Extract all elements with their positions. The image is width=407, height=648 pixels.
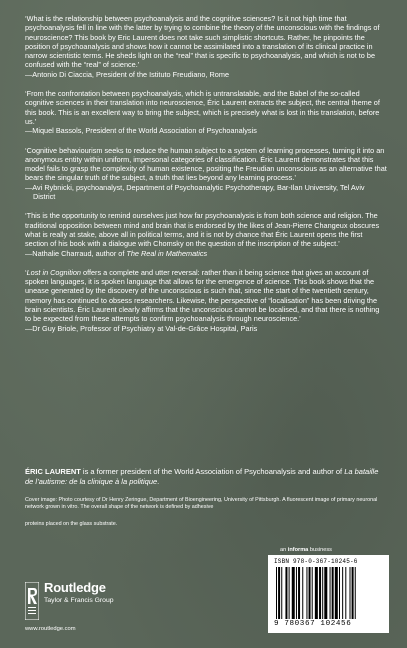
cover-image-credit: Cover image: Photo courtesy of Dr Henry Zeringue, Department of Bioengineering, University of Pittsburgh. A fluorescent image of primary neuronal network grown in vitro. The overall shape of the network is defined by adhesive [25, 497, 378, 511]
quoted-book-title: Lost in Cognition [26, 267, 81, 277]
endorsement [25, 268, 387, 333]
barcode-bars [274, 567, 383, 619]
informa-suffix: business [308, 547, 332, 553]
attribution-text: —Nathalie Charraud, author of [25, 248, 127, 258]
endorsement-attribution: —Miquel Bassols, President of the World Association of Psychoanalysis [25, 126, 257, 136]
endorsement-attribution: —Antonio Di Ciaccia, President of the Istituto Freudiano, Rome [25, 69, 230, 79]
endorsement [25, 89, 387, 135]
informa-brand: informa [287, 547, 309, 553]
endorsement-attribution: —Dr Guy Briole, Professor of Psychiatry at Val-de-Grâce Hospital, Paris [25, 323, 258, 333]
publisher-group: Taylor & Francis Group [44, 597, 114, 604]
endorsement [25, 146, 387, 202]
author-bio [25, 467, 387, 486]
endorsements [25, 14, 387, 343]
endorsement-attribution [25, 249, 387, 258]
quote-text: offers a complete and utter reversal: rather than it being science that gives an account of spoken languages, it is spoken language that allows for the emergence of science. This book shows that the unease generated by the discovery of the unconscious is such that, since the start of the twentieth century, memory has continued to obsess researchers. Likewise, the perspective of “localisation” has been driving the brain scientists. Éric Laurent clearly affirms that the unconscious cannot be localised, and that there is nothing to be expected from these attempts to confirm psychoanalysis through neuroscience.’ [25, 267, 380, 324]
author-book-title: La bataille de l’autisme: de la clinique à la politique [25, 467, 379, 486]
publisher-url: www.routledge.com [25, 626, 76, 632]
informa-business-label [280, 547, 332, 553]
barcode [268, 555, 389, 633]
endorsement-attribution: —Avi Rybnicki, psychoanalyst, Department of Psychoanalytic Psychotherapy, Bar-Ilan University, Tel Aviv District [25, 182, 365, 202]
endorsement-quote: ‘Lost in Cognition offers a complete and utter reversal: rather than it being science that gives an account of spoken languages, it is spoken language that allows for the emergence of science. This book shows that the unease generated by the discovery of the unconscious is such that, since the start of the twentieth century, memory has continued to obsess researchers. Likewise, the perspective of “localisation” has been driving the brain scientists. Éric Laurent clearly affirms that the unconscious cannot be localised, and that there is nothing to be expected from these attempts to confirm psychoanalysis through neuroscience.’ [25, 267, 380, 324]
endorsement [25, 14, 387, 79]
endorsement [25, 211, 387, 257]
cover-image-credit-continued: proteins placed on the glass substrate. [25, 521, 118, 527]
attribution-book-title: The Real in Mathematics [126, 248, 208, 258]
endorsement-quote: ‘Cognitive behaviourism seeks to reduce the human subject to a system of learning processes, turning it into an anonymous entity within uniform, impersonal categories of classification. Éric Laurent demonstrates that this model fails to grasp the complexity of human existence, positing the Freudian unconscious as an alternative that bears the singular truth of the subject, a truth that lies beyond any learning process.’ [25, 145, 387, 183]
isbn-label: ISBN 978-0-367-10245-6 [274, 558, 358, 565]
author-name: ÉRIC LAURENT [25, 467, 81, 476]
routledge-logo-icon [25, 582, 39, 620]
endorsement-quote: ‘What is the relationship between psychoanalysis and the cognitive sciences? Is it not high time that psychoanalysis fell in line with the latter by trying to combine the theory of the unconscious with the findings of neuroscience? This book by Eric Laurent does not take such simplistic shortcuts. Rather, he pinpoints the position of psychoanalysis and shows how it cannot be assimilated into a translation of its clinical practice in narrow scientistic terms. He sheds light on the “real” that is specific to psychoanalysis, and which is not to be confused with the “real” of science.’ [25, 14, 380, 70]
author-bio-end: . [157, 476, 160, 486]
barcode-number: 9 780367 102456 [274, 620, 352, 628]
publisher-name: Routledge [44, 580, 106, 595]
endorsement-quote: ‘From the confrontation between psychoanalysis, which is untranslatable, and the Babel of the so-called cognitive sciences in their translation into neuroscience, Éric Laurent extracts the subject, the central theme of this book. This is an excellent way to bring the subject, which is precisely what is lost in this translation, before us.’ [25, 89, 380, 126]
informa-prefix: an [280, 547, 288, 553]
endorsement-quote: ‘This is the opportunity to remind ourselves just how far psychoanalysis is from both science and religion. The traditional opposition between mind and brain that is endorsed by the likes of Jean-Pierre Changeux obscures what is really at stake, above all in political terms, and it is not by chance that Éric Laurent opens the first section of his book with a dialogue with Chomsky on the question of the inscription of the subject.’ [25, 211, 380, 249]
author-bio-text: is a former president of the World Association of Psychoanalysis and author of [80, 467, 345, 476]
